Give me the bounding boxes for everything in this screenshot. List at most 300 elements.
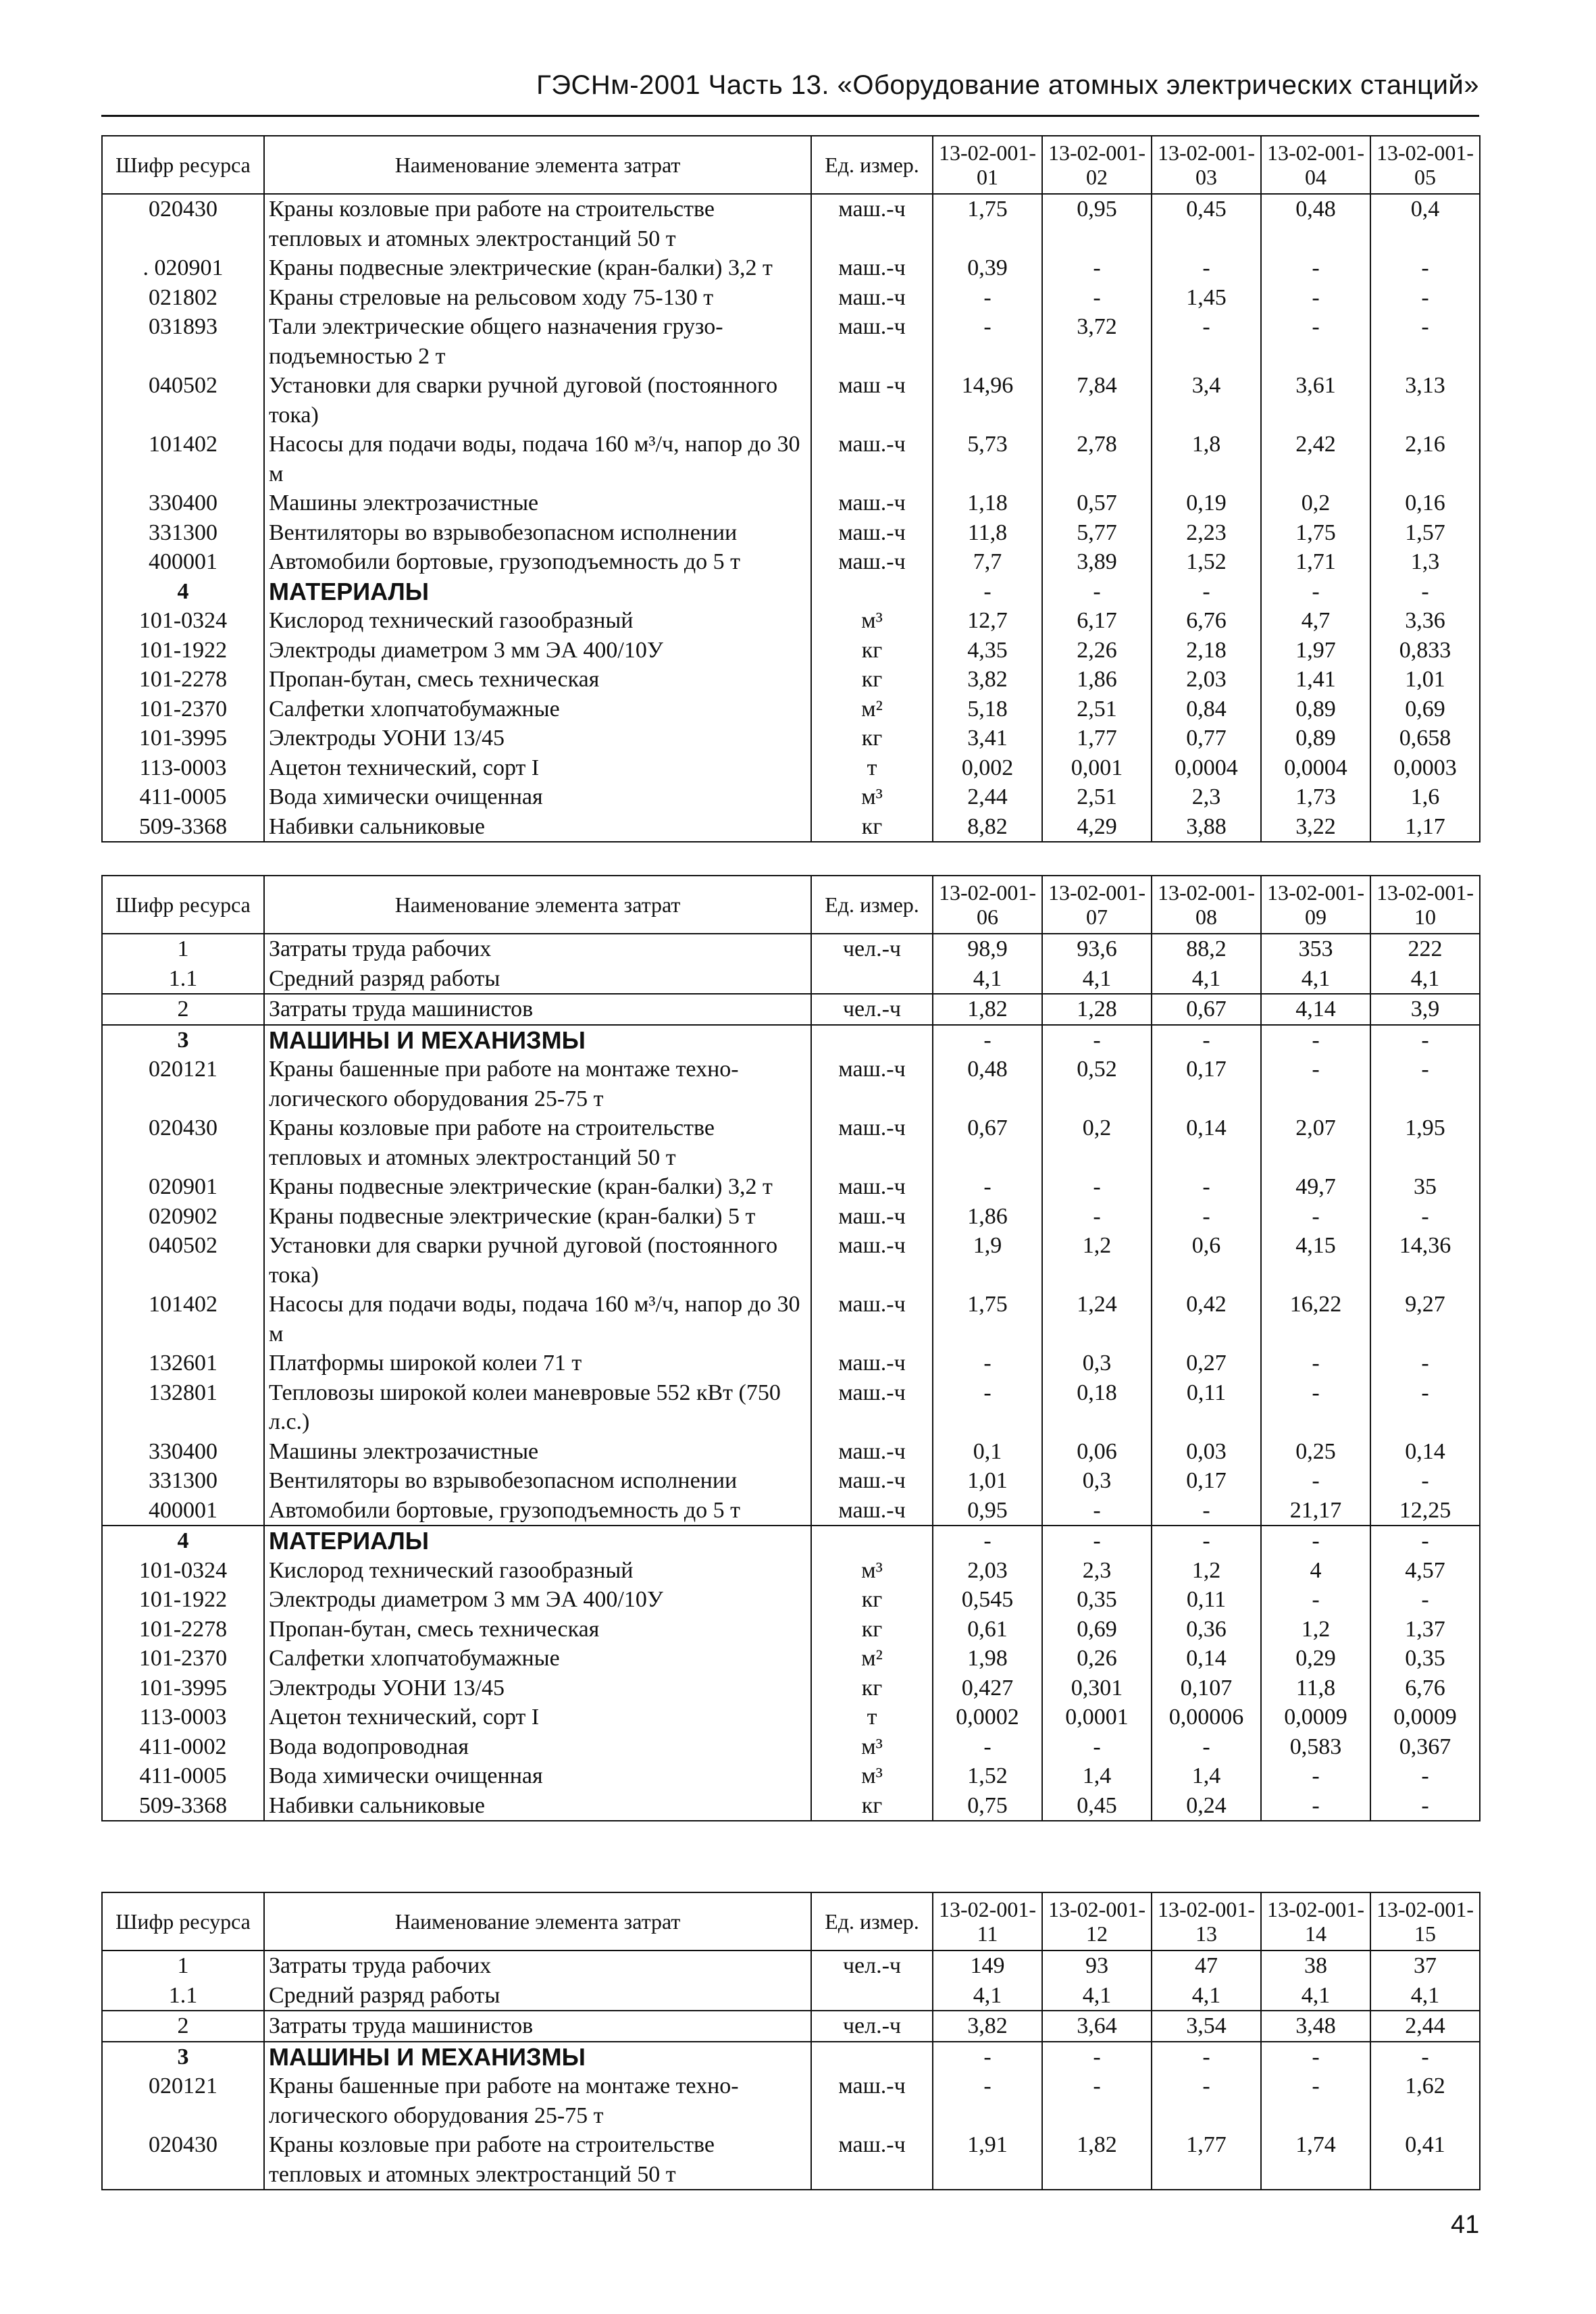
norm-value: 4,1 [1370, 964, 1480, 995]
table-row [102, 2130, 1480, 2190]
norm-value: 1,91 [933, 2130, 1042, 2190]
unit-of-measure: м³ [811, 782, 933, 812]
norm-value: 0,48 [933, 1055, 1042, 1113]
norm-value: - [933, 2042, 1042, 2072]
cost-element-name: Средний разряд работы [264, 1981, 811, 2011]
norm-value: 0,0009 [1370, 1703, 1480, 1732]
table-row [102, 724, 1480, 753]
norm-value: - [933, 1378, 1042, 1437]
norm-value: - [1370, 1791, 1480, 1821]
norm-value: - [1370, 577, 1480, 607]
cost-element-name: Вентиляторы во взрывобезопасном исполнении [264, 518, 811, 548]
table-row [102, 1556, 1480, 1586]
norm-value: 1,75 [1261, 518, 1370, 548]
table-row [102, 753, 1480, 783]
norm-value: - [1152, 253, 1261, 283]
norm-value: - [1370, 283, 1480, 313]
norm-value: - [1261, 2071, 1370, 2130]
unit-of-measure: кг [811, 1585, 933, 1615]
norm-value: 0,42 [1152, 1290, 1261, 1349]
norm-value: - [1042, 253, 1152, 283]
resource-table-1 [101, 135, 1481, 842]
norm-value: 0,39 [933, 253, 1042, 283]
norm-value: 2,26 [1042, 636, 1152, 665]
norm-value: - [1261, 253, 1370, 283]
norm-value: 5,18 [933, 695, 1042, 724]
norm-value: - [1042, 2042, 1152, 2072]
resource-code: 031893 [102, 312, 264, 371]
norm-value: - [1261, 1025, 1370, 1055]
header-norm-code: 13-02-001-15 [1370, 1892, 1480, 1951]
resource-code: 101402 [102, 1290, 264, 1349]
norm-value: - [1042, 1025, 1152, 1055]
table-row [102, 1674, 1480, 1703]
norm-value: 0,0003 [1370, 753, 1480, 783]
unit-of-measure: маш.-ч [811, 1378, 933, 1437]
norm-value: 1,82 [933, 994, 1042, 1025]
unit-of-measure: м² [811, 1644, 933, 1674]
resource-code: 400001 [102, 547, 264, 577]
norm-value: 0,95 [933, 1496, 1042, 1526]
norm-value: 1,52 [1152, 547, 1261, 577]
cost-element-name: Затраты труда машинистов [264, 994, 811, 1025]
norm-value: 0,89 [1261, 724, 1370, 753]
header-unit: Ед. измер. [811, 1892, 933, 1951]
unit-of-measure: кг [811, 1791, 933, 1821]
cost-element-name: Машины электрозачистные [264, 488, 811, 518]
norm-value: 2,03 [933, 1556, 1042, 1586]
resource-code: 1.1 [102, 964, 264, 995]
norm-value: 1,75 [933, 1290, 1042, 1349]
norm-value: 0,14 [1152, 1644, 1261, 1674]
header-norm-code: 13-02-001-13 [1152, 1892, 1261, 1951]
resource-code: 020901 [102, 1172, 264, 1202]
cost-element-name: Кислород технический газообразный [264, 606, 811, 636]
norm-value: 1,6 [1370, 782, 1480, 812]
unit-of-measure: кг [811, 636, 933, 665]
cost-element-name: Вода водопроводная [264, 1732, 811, 1762]
norm-value: 1,71 [1261, 547, 1370, 577]
resource-code: 1 [102, 934, 264, 964]
cost-element-name: Краны козловые при работе на строительстве тепловых и атомных электростанций 50 т [264, 194, 811, 253]
header-name: Наименование элемента затрат [264, 1892, 811, 1951]
cost-element-name: Тали электрические общего назначения грузо-подъемностью 2 т [264, 312, 811, 371]
norm-value: 14,96 [933, 371, 1042, 430]
resource-code: 021802 [102, 283, 264, 313]
unit-of-measure [811, 1981, 933, 2011]
norm-value: 1,01 [1370, 665, 1480, 695]
norm-value: 1,98 [933, 1644, 1042, 1674]
resource-code: 101-2370 [102, 695, 264, 724]
norm-value: 1,73 [1261, 782, 1370, 812]
norm-value: 0,0004 [1261, 753, 1370, 783]
norm-value: - [1370, 1349, 1480, 1378]
norm-value: 0,41 [1370, 2130, 1480, 2190]
norm-value: 0,1 [933, 1437, 1042, 1467]
resource-code: 020121 [102, 2071, 264, 2130]
norm-value: - [1261, 1585, 1370, 1615]
header-unit: Ед. измер. [811, 136, 933, 194]
cost-element-name: Ацетон технический, сорт I [264, 1703, 811, 1732]
norm-value: - [1152, 1732, 1261, 1762]
norm-value: - [1370, 1761, 1480, 1791]
resource-code: 3 [102, 2042, 264, 2072]
unit-of-measure: маш.-ч [811, 518, 933, 548]
norm-value: - [1261, 1378, 1370, 1437]
norm-value: 2,23 [1152, 518, 1261, 548]
norm-value: 0,0009 [1261, 1703, 1370, 1732]
norm-value: 1,24 [1042, 1290, 1152, 1349]
resource-code: 101-2278 [102, 665, 264, 695]
norm-value: - [1370, 2042, 1480, 2072]
norm-value: 0,00006 [1152, 1703, 1261, 1732]
cost-element-name: Насосы для подачи воды, подача 160 м³/ч, напор до 30 м [264, 1290, 811, 1349]
header-norm-code: 13-02-001-02 [1042, 136, 1152, 194]
table-row [102, 1349, 1480, 1378]
norm-value: 0,11 [1152, 1378, 1261, 1437]
table-row [102, 1732, 1480, 1762]
cost-element-name: Автомобили бортовые, грузоподъемность до 5 т [264, 1496, 811, 1526]
norm-value: 1,41 [1261, 665, 1370, 695]
unit-of-measure: маш.-ч [811, 2130, 933, 2190]
norm-value: 0,29 [1261, 1644, 1370, 1674]
table-row [102, 636, 1480, 665]
resource-code: 020902 [102, 1202, 264, 1232]
unit-of-measure: чел.-ч [811, 2011, 933, 2042]
norm-value: - [1370, 312, 1480, 371]
table-row [102, 1378, 1480, 1437]
norm-value: 9,27 [1370, 1290, 1480, 1349]
norm-value: 4,35 [933, 636, 1042, 665]
norm-value: - [933, 1349, 1042, 1378]
norm-value: 47 [1152, 1951, 1261, 1981]
norm-value: 98,9 [933, 934, 1042, 964]
cost-element-name: Краны козловые при работе на строительстве тепловых и атомных электростанций 50 т [264, 1113, 811, 1172]
norm-value: 0,03 [1152, 1437, 1261, 1467]
norm-value: 3,89 [1042, 547, 1152, 577]
norm-value: 0,367 [1370, 1732, 1480, 1762]
cost-element-name: Электроды УОНИ 13/45 [264, 1674, 811, 1703]
resource-code: 040502 [102, 371, 264, 430]
unit-of-measure: м² [811, 695, 933, 724]
cost-element-name: Затраты труда рабочих [264, 934, 811, 964]
unit-of-measure: т [811, 753, 933, 783]
header-norm-code: 13-02-001-06 [933, 876, 1042, 934]
resource-code: 101-3995 [102, 724, 264, 753]
norm-value: 0,69 [1370, 695, 1480, 724]
norm-value: 2,44 [933, 782, 1042, 812]
header-norm-code: 13-02-001-11 [933, 1892, 1042, 1951]
norm-value: 1,52 [933, 1761, 1042, 1791]
norm-value: 0,14 [1370, 1437, 1480, 1467]
table-row [102, 606, 1480, 636]
norm-value: 1,01 [933, 1466, 1042, 1496]
table-row [102, 488, 1480, 518]
table-row [102, 934, 1480, 964]
norm-value: 2,16 [1370, 430, 1480, 488]
resource-code: 101-1922 [102, 1585, 264, 1615]
cost-element-name: Электроды УОНИ 13/45 [264, 724, 811, 753]
unit-of-measure: м³ [811, 1556, 933, 1586]
cost-element-name: Краны подвесные электрические (кран-балки) 3,2 т [264, 1172, 811, 1202]
cost-element-name: Электроды диаметром 3 мм ЭА 400/10У [264, 1585, 811, 1615]
resource-code: 101-2278 [102, 1615, 264, 1644]
table-row [102, 1055, 1480, 1113]
cost-element-name: Вода химически очищенная [264, 782, 811, 812]
norm-value: 3,36 [1370, 606, 1480, 636]
norm-value: 2,3 [1152, 782, 1261, 812]
norm-value: 1,2 [1261, 1615, 1370, 1644]
table-row [102, 1437, 1480, 1467]
norm-value: - [1152, 312, 1261, 371]
norm-value: 3,22 [1261, 812, 1370, 842]
norm-value: 12,25 [1370, 1496, 1480, 1526]
unit-of-measure: маш.-ч [811, 488, 933, 518]
norm-value: - [1370, 1055, 1480, 1113]
unit-of-measure: маш.-ч [811, 1113, 933, 1172]
header-norm-code: 13-02-001-01 [933, 136, 1042, 194]
norm-value: 0,35 [1042, 1585, 1152, 1615]
unit-of-measure: маш.-ч [811, 312, 933, 371]
norm-value: 0,61 [933, 1615, 1042, 1644]
cost-element-name: МАТЕРИАЛЫ [264, 577, 811, 607]
table-row [102, 283, 1480, 313]
cost-element-name: Краны козловые при работе на строительстве тепловых и атомных электростанций 50 т [264, 2130, 811, 2190]
norm-value: 1,18 [933, 488, 1042, 518]
table-row [102, 1172, 1480, 1202]
norm-value: 3,54 [1152, 2011, 1261, 2042]
norm-value: 0,89 [1261, 695, 1370, 724]
norm-value: 2,18 [1152, 636, 1261, 665]
norm-value: - [1370, 1526, 1480, 1556]
norm-value: 88,2 [1152, 934, 1261, 964]
norm-value: 0,48 [1261, 194, 1370, 253]
norm-value: 1,2 [1152, 1556, 1261, 1586]
resource-code: 113-0003 [102, 753, 264, 783]
table-row [102, 1290, 1480, 1349]
norm-value: 14,36 [1370, 1231, 1480, 1290]
norm-value: 1,28 [1042, 994, 1152, 1025]
norm-value: 4,1 [1042, 1981, 1152, 2011]
norm-value: - [1042, 577, 1152, 607]
resource-code: 3 [102, 1025, 264, 1055]
norm-value: - [1152, 1172, 1261, 1202]
norm-value: 1,97 [1261, 636, 1370, 665]
norm-value: 4,1 [1152, 1981, 1261, 2011]
norm-value: 3,41 [933, 724, 1042, 753]
norm-value: 21,17 [1261, 1496, 1370, 1526]
table-row [102, 1585, 1480, 1615]
table-row [102, 1981, 1480, 2011]
unit-of-measure: маш.-ч [811, 1202, 933, 1232]
norm-value: 0,24 [1152, 1791, 1261, 1821]
resource-code: 101-0324 [102, 1556, 264, 1586]
norm-value: 2,07 [1261, 1113, 1370, 1172]
norm-value: 1,86 [933, 1202, 1042, 1232]
cost-element-name: МАШИНЫ И МЕХАНИЗМЫ [264, 2042, 811, 2072]
resource-code: 2 [102, 2011, 264, 2042]
norm-value: 4,1 [933, 1981, 1042, 2011]
norm-value: - [1042, 2071, 1152, 2130]
section-row [102, 1526, 1480, 1556]
norm-value: 6,76 [1370, 1674, 1480, 1703]
norm-value: 1,86 [1042, 665, 1152, 695]
norm-value: 0,3 [1042, 1349, 1152, 1378]
norm-value: 4,1 [1152, 964, 1261, 995]
resource-code: 4 [102, 577, 264, 607]
resource-code: 1 [102, 1951, 264, 1981]
norm-value: - [1261, 1202, 1370, 1232]
norm-value: - [933, 1526, 1042, 1556]
table-row [102, 518, 1480, 548]
unit-of-measure: кг [811, 1615, 933, 1644]
unit-of-measure: маш.-ч [811, 1466, 933, 1496]
resource-code: 330400 [102, 488, 264, 518]
norm-value: - [1261, 1349, 1370, 1378]
resource-code: 020430 [102, 2130, 264, 2190]
unit-of-measure: маш.-ч [811, 2071, 933, 2130]
header-row [102, 876, 1480, 934]
norm-value: 0,107 [1152, 1674, 1261, 1703]
norm-value: 6,76 [1152, 606, 1261, 636]
header-norm-code: 13-02-001-03 [1152, 136, 1261, 194]
norm-value: 0,69 [1042, 1615, 1152, 1644]
resource-code: 4 [102, 1526, 264, 1556]
section-row [102, 2042, 1480, 2072]
norm-value: 0,17 [1152, 1055, 1261, 1113]
norm-value: 0,95 [1042, 194, 1152, 253]
norm-value: 0,2 [1042, 1113, 1152, 1172]
norm-value: 4,1 [1042, 964, 1152, 995]
norm-value: - [1261, 1055, 1370, 1113]
table-row [102, 1791, 1480, 1821]
resource-code: 101-3995 [102, 1674, 264, 1703]
resource-code: 020121 [102, 1055, 264, 1113]
resource-table-2 [101, 875, 1481, 1821]
cost-element-name: Платформы широкой колеи 71 т [264, 1349, 811, 1378]
norm-value: 1,37 [1370, 1615, 1480, 1644]
cost-element-name: Кислород технический газообразный [264, 1556, 811, 1586]
cost-element-name: МАШИНЫ И МЕХАНИЗМЫ [264, 1025, 811, 1055]
resource-code: . 020901 [102, 253, 264, 283]
unit-of-measure: маш.-ч [811, 1437, 933, 1467]
norm-value: 1,3 [1370, 547, 1480, 577]
norm-value: 0,26 [1042, 1644, 1152, 1674]
table-row [102, 253, 1480, 283]
norm-value: 0,18 [1042, 1378, 1152, 1437]
norm-value: 0,545 [933, 1585, 1042, 1615]
table-row [102, 1466, 1480, 1496]
norm-value: 4,15 [1261, 1231, 1370, 1290]
norm-value: 5,77 [1042, 518, 1152, 548]
norm-value: 3,4 [1152, 371, 1261, 430]
norm-value: - [1152, 2071, 1261, 2130]
cost-element-name: Установки для сварки ручной дуговой (постоянного тока) [264, 1231, 811, 1290]
resource-code: 2 [102, 994, 264, 1025]
norm-value: 0,57 [1042, 488, 1152, 518]
norm-value: - [1370, 1466, 1480, 1496]
norm-value: 1,75 [933, 194, 1042, 253]
resource-code: 101-0324 [102, 606, 264, 636]
cost-element-name: Установки для сварки ручной дуговой (постоянного тока) [264, 371, 811, 430]
table-row [102, 430, 1480, 488]
cost-element-name: Салфетки хлопчатобумажные [264, 1644, 811, 1674]
norm-value: 3,72 [1042, 312, 1152, 371]
cost-element-name: Краны подвесные электрические (кран-балки) 5 т [264, 1202, 811, 1232]
norm-value: 1,77 [1042, 724, 1152, 753]
cost-element-name: Салфетки хлопчатобумажные [264, 695, 811, 724]
norm-value: - [933, 1172, 1042, 1202]
header-norm-code: 13-02-001-04 [1261, 136, 1370, 194]
unit-of-measure: м³ [811, 606, 933, 636]
norm-value: - [933, 312, 1042, 371]
norm-value: - [1042, 1526, 1152, 1556]
norm-value: 2,42 [1261, 430, 1370, 488]
norm-value: 0,77 [1152, 724, 1261, 753]
header-code: Шифр ресурса [102, 1892, 264, 1951]
norm-value: 0,427 [933, 1674, 1042, 1703]
cost-element-name: Затраты труда машинистов [264, 2011, 811, 2042]
norm-value: 16,22 [1261, 1290, 1370, 1349]
norm-value: 3,9 [1370, 994, 1480, 1025]
norm-value: - [1370, 1378, 1480, 1437]
norm-value: 0,27 [1152, 1349, 1261, 1378]
norm-value: 3,61 [1261, 371, 1370, 430]
norm-value: 1,74 [1261, 2130, 1370, 2190]
norm-value: 37 [1370, 1951, 1480, 1981]
table-row [102, 2071, 1480, 2130]
table-row [102, 2011, 1480, 2042]
header-norm-code: 13-02-001-09 [1261, 876, 1370, 934]
header-name: Наименование элемента затрат [264, 136, 811, 194]
norm-value: 3,48 [1261, 2011, 1370, 2042]
cost-element-name: Электроды диаметром 3 мм ЭА 400/10У [264, 636, 811, 665]
resource-code: 132601 [102, 1349, 264, 1378]
table-row [102, 1496, 1480, 1526]
norm-value: 0,001 [1042, 753, 1152, 783]
norm-value: 93,6 [1042, 934, 1152, 964]
norm-value: 353 [1261, 934, 1370, 964]
cost-element-name: Набивки сальниковые [264, 812, 811, 842]
table-row [102, 194, 1480, 253]
norm-value: - [1152, 1025, 1261, 1055]
header-code: Шифр ресурса [102, 876, 264, 934]
table-row [102, 695, 1480, 724]
cost-element-name: Затраты труда рабочих [264, 1951, 811, 1981]
norm-value: - [1261, 312, 1370, 371]
cost-element-name: Насосы для подачи воды, подача 160 м³/ч, напор до 30 м [264, 430, 811, 488]
norm-value: - [1261, 1791, 1370, 1821]
cost-element-name: Пропан-бутан, смесь техническая [264, 665, 811, 695]
norm-value: 1,9 [933, 1231, 1042, 1290]
norm-value: 2,44 [1370, 2011, 1480, 2042]
table-row [102, 994, 1480, 1025]
norm-value: 0,17 [1152, 1466, 1261, 1496]
unit-of-measure: маш.-ч [811, 1496, 933, 1526]
norm-value: 1,95 [1370, 1113, 1480, 1172]
table-row [102, 782, 1480, 812]
cost-element-name: Краны подвесные электрические (кран-балки) 3,2 т [264, 253, 811, 283]
table-row [102, 665, 1480, 695]
norm-value: - [1261, 2042, 1370, 2072]
document-title: ГЭСНм-2001 Часть 13. «Оборудование атомных электрических станций» [536, 70, 1479, 100]
norm-value: 0,19 [1152, 488, 1261, 518]
cost-element-name: Краны стреловые на рельсовом ходу 75-130 т [264, 283, 811, 313]
unit-of-measure: чел.-ч [811, 1951, 933, 1981]
norm-value: 5,73 [933, 430, 1042, 488]
norm-value: 4,57 [1370, 1556, 1480, 1586]
resource-code: 411-0005 [102, 1761, 264, 1791]
